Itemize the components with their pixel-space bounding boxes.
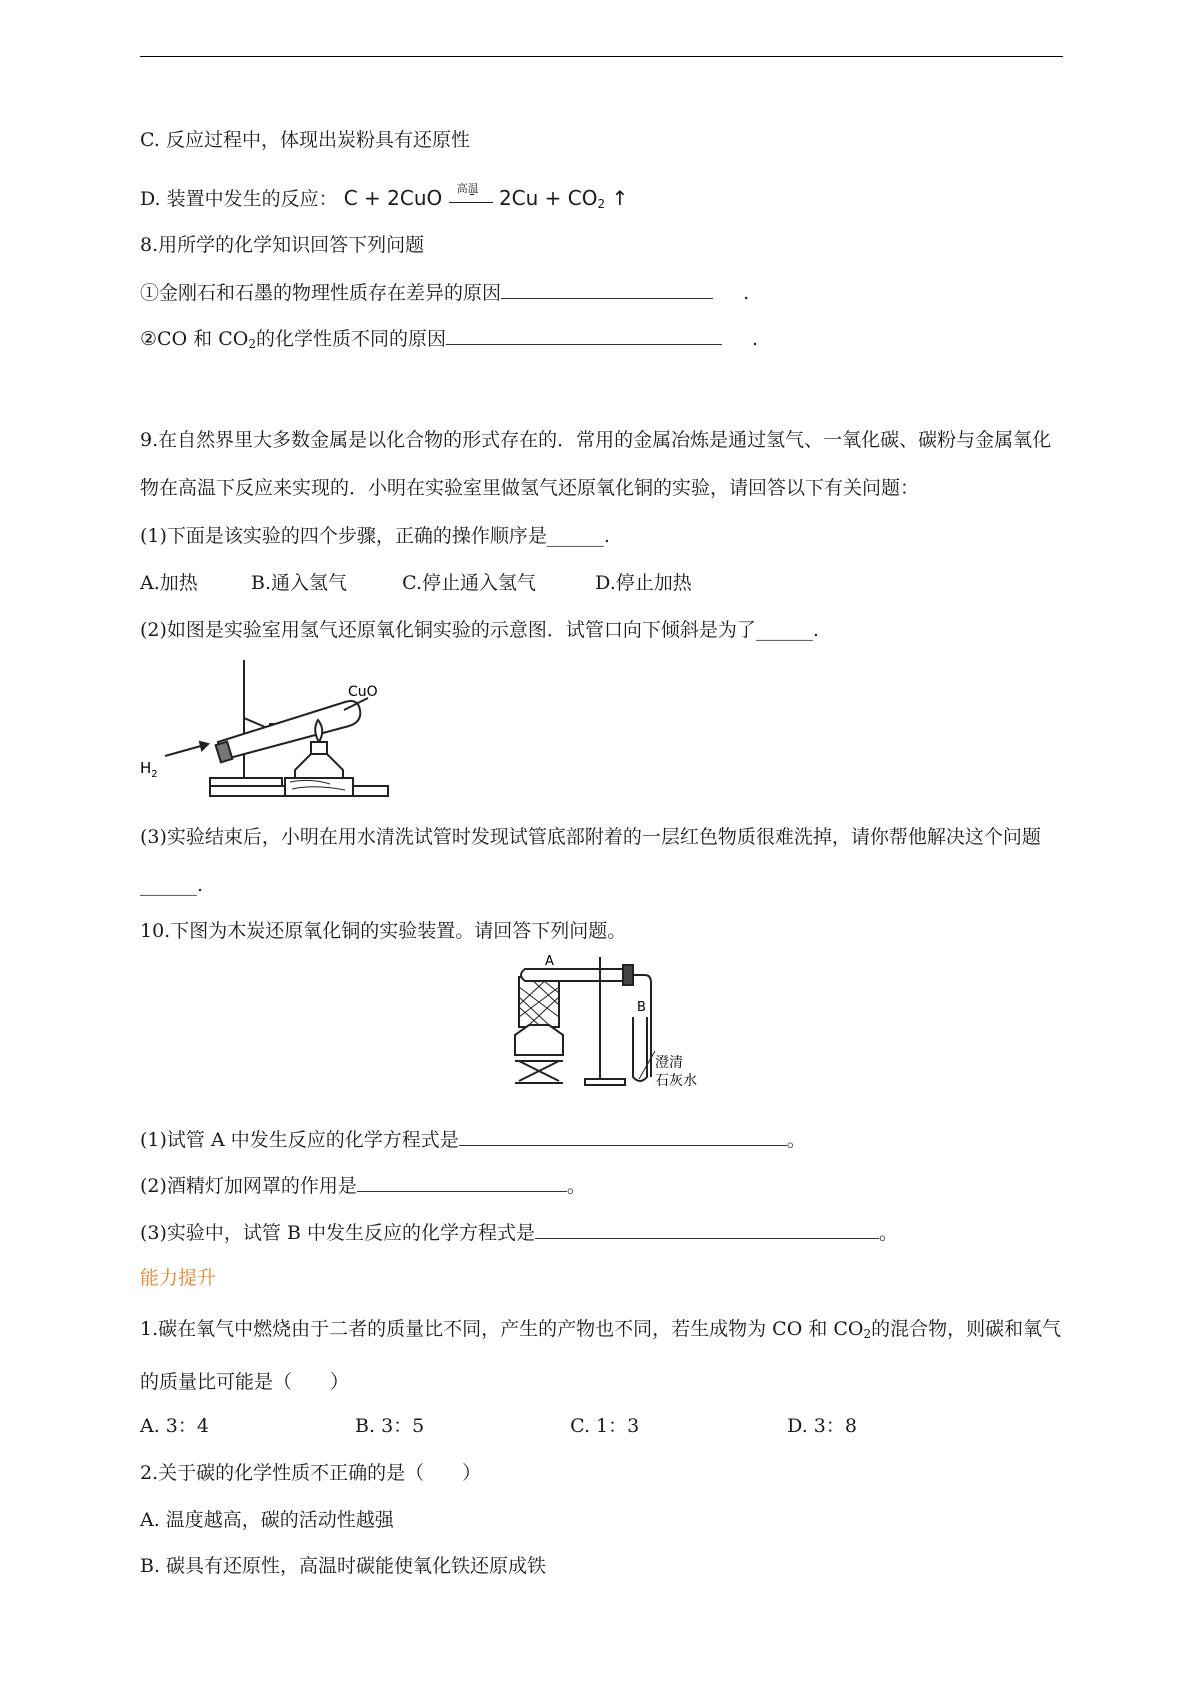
q7-equation [343,181,629,211]
limewater-label-1: 澄清 [655,1055,683,1071]
answer-blank[interactable] [357,1173,567,1192]
test-tube [218,701,360,760]
ability-q1-subscript: 2 [863,1327,872,1341]
answer-blank[interactable] [459,1127,787,1146]
condition-tick [470,194,474,195]
header-rule [140,56,1063,57]
ability-q1-stem [140,1305,1064,1406]
q8-item-2 [140,326,758,357]
gas-arrow: ↑ [611,186,629,210]
q9-option-a: A.加热 [140,572,198,594]
ability-q1-option-c: C. 1：3 [570,1415,640,1437]
q8-item-1-text: ①金刚石和石墨的物理性质存在差异的原因 [140,282,502,304]
stand-base [585,1079,625,1085]
q10-title: 10.下图为木炭还原氧化铜的实验装置。请回答下列问题。 [140,920,627,942]
q7-option-c: C. 反应过程中，体现出炭粉具有还原性 [140,129,470,151]
hydrogen-reduction-diagram [140,650,390,812]
q7-option-d-prefix: D. 装置中发生的反应： [140,188,338,210]
q10-part-3 [140,1220,898,1246]
stand-foot [210,778,282,786]
equation-right-subscript: 2 [597,197,606,211]
q8-item-2-period: . [752,328,759,350]
ability-q2-option-b: B. 碳具有还原性，高温时碳能使氧化铁还原成铁 [140,1555,547,1577]
scissor-lift [519,1061,559,1081]
q8-title: 8.用所学的化学知识回答下列问题 [140,234,425,256]
equation-right: 2Cu + CO [498,186,598,210]
q10-part-1 [140,1127,806,1153]
q8-item-2-text-b: 的化学性质不同的原因 [255,328,446,350]
limewater-label-2: 石灰水 [655,1073,697,1089]
q9-option-b: B.通入氢气 [251,572,348,594]
equation-condition [449,181,493,210]
cuo-label: CuO [348,684,378,700]
section-title: 能力提升 [140,1267,217,1289]
ability-q1-option-b: B. 3：5 [355,1415,425,1437]
condition-label: 高温 [456,181,479,195]
answer-blank[interactable] [501,280,713,299]
condition-bar [449,202,493,203]
equation-left: C + 2CuO [343,186,443,210]
ability-q2-option-a: A. 温度越高，碳的活动性越强 [140,1509,394,1531]
ability-q1-option-a: A. 3：4 [140,1415,209,1437]
q10-part-2-end: 。 [566,1175,586,1197]
q9-intro: 9.在自然界里大多数金属是以化合物的形式存在的．常用的金属冶炼是通过氢气、一氧化碳、碳粉与金属氧化物在高温下反应来实现的．小明在实验室里做氢气还原氧化铜的实验，请回答以下有关问题： [140,429,1052,499]
ability-q1-text-a: 1.碳在氧气中燃烧由于二者的质量比不同，产生的产物也不同，若生成物为 CO 和 CO [140,1318,864,1340]
answer-blank[interactable] [446,326,722,345]
q10-part-2 [140,1173,586,1199]
flame [315,720,322,742]
ability-q2-title: 2.关于碳的化学性质不正确的是（ ） [140,1462,482,1484]
q9-option-d: D.停止加热 [595,572,692,594]
alcohol-lamp [515,1025,563,1055]
ability-q1-option-d: D. 3：8 [787,1415,857,1437]
q8-item-2-text-a: ②CO 和 CO [140,328,249,350]
lamp-neck [311,742,327,754]
q8-item-1-period: . [743,282,750,304]
answer-blank[interactable] [535,1220,879,1239]
q7-option-d [140,181,629,217]
ability-q1-text-b: 的混合物，则碳和氧气的质量比可能是（ ） [140,1318,1062,1393]
ability-q1-options [140,1413,857,1439]
label-a: A [545,955,554,969]
label-b: B [637,1000,646,1015]
q8-item-2-subscript: 2 [248,337,256,351]
charcoal-reduction-diagram [505,955,730,1090]
q9-option-c: C.停止通入氢气 [402,572,536,594]
q10-part-1-end: 。 [786,1129,806,1151]
q10-part-2-text: (2)酒精灯加网罩的作用是 [140,1175,357,1197]
test-tube-b [633,1017,647,1081]
q10-part-1-text: (1)试管 A 中发生反应的化学方程式是 [140,1129,459,1151]
q10-part-3-text: (3)实验中，试管 B 中发生反应的化学方程式是 [140,1222,535,1244]
q9-part-1: (1)下面是该实验的四个步骤，正确的操作顺序是______. [140,525,610,547]
q9-options [140,570,692,596]
h2-label: $H_2$ [140,759,158,780]
stopper [623,965,633,985]
q9-part-3: (3)实验结束后，小明在用水清洗试管时发现试管底部附着的一层红色物质很难洗掉，请你帮他解决这个问题______. [140,826,1041,896]
q10-part-3-end: 。 [878,1222,898,1244]
test-tube-a [521,969,625,981]
q8-item-1 [140,280,749,306]
q9-part-2: (2)如图是实验室用氢气还原氧化铜实验的示意图．试管口向下倾斜是为了______. [140,619,819,641]
